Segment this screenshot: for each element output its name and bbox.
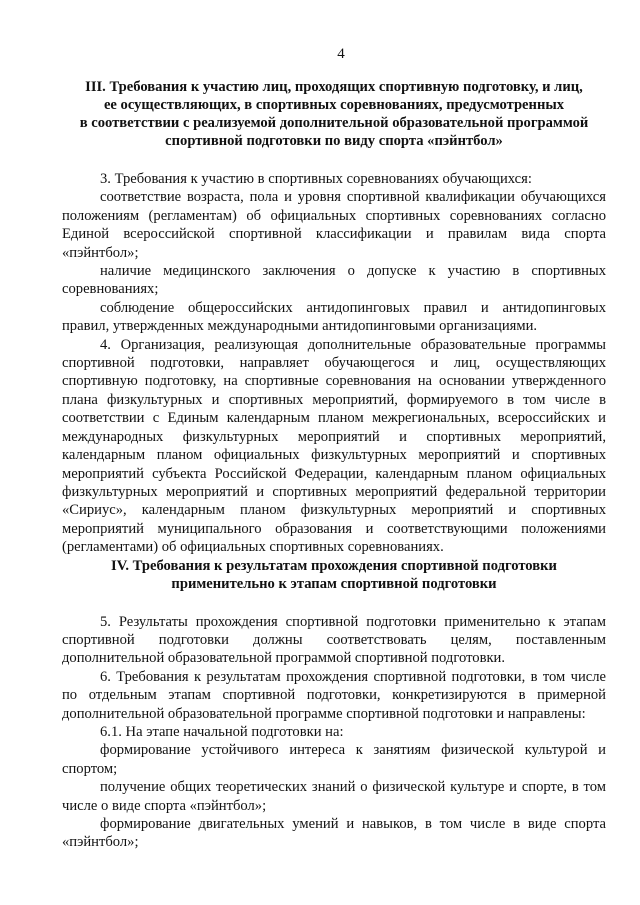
paragraph-6-1: 6.1. На этапе начальной подготовки на:: [100, 723, 344, 740]
paragraph-3-item-age: соответствие возраста, пола и уровня спортивной квалификации обучающихся положениям (регламентам) об официальных спортивных соревнованиях согласно Единой всероссийской спортивной классификации и правилам вида спорта «пэйнтбол»;: [62, 189, 606, 261]
spacer: [62, 593, 606, 613]
section-3-title: [62, 78, 606, 150]
spacer: [62, 150, 606, 170]
paragraph-6: 6. Требования к результатам прохождения спортивной подготовки, в том числе по отдельным этапам спортивной подготовки, конкретизируются в примерной дополнительной образовательной программе спортивной подготовки и направлены:: [62, 668, 606, 722]
section-4-body: [62, 613, 606, 852]
paragraph-3: 3. Требования к участию в спортивных соревнованиях обучающихся:: [100, 171, 532, 187]
section-3-title-line: в соответствии с реализуемой дополнительной образовательной программой: [79, 115, 589, 131]
section-4-title: [62, 557, 606, 593]
paragraph-5: 5. Результаты прохождения спортивной подготовки применительно к этапам спортивной подготовки должны соответствовать целям, поставленным дополнительной образовательной программой спортивной подготовки.: [62, 613, 606, 667]
page-number: 4: [337, 46, 345, 62]
paragraph-4: 4. Организация, реализующая дополнительные образовательные программы спортивной подготовки, направляет обучающегося и лиц, осуществляющих спортивную подготовку, на спортивные соревнования на основании утвержденного плана физкультурных и спортивных мероприятий, формируемого в том числе в соответствии с Единым календарным планом межрегиональных, всероссийских и международных физкультурных мероприятий и спортивных мероприятий, календарным планом официальных физкультурных мероприятий и спортивных мероприятий субъекта Российской Федерации, календарным планом официальных физкультурных мероприятий и спортивных мероприятий федеральной территории «Сириус», календарным планом физкультурных мероприятий и спортивных мероприятий муниципального образования и соответствующими положениями (регламентами) об официальных спортивных соревнованиях.: [62, 336, 606, 556]
section-3-title-line: ее осуществляющих, в спортивных соревнованиях, предусмотренных: [103, 97, 565, 113]
paragraph-6-1-item-knowledge: получение общих теоретических знаний о физической культуре и спорте, в том числе о виде спорта «пэйнтбол»;: [62, 779, 606, 814]
section-3-title-line: спортивной подготовки по виду спорта «пэйнтбол»: [165, 133, 503, 149]
section-4-title-line: IV. Требования к результатам прохождения спортивной подготовки: [111, 557, 557, 574]
section-4-title-line: применительно к этапам спортивной подготовки: [171, 575, 497, 592]
paragraph-6-1-item-skills: формирование двигательных умений и навыков, в том числе в виде спорта «пэйнтбол»;: [62, 816, 606, 851]
paragraph-6-1-item-interest: формирование устойчивого интереса к занятиям физической культурой и спортом;: [62, 742, 606, 777]
section-3-body: [62, 170, 606, 557]
paragraph-3-item-medical: наличие медицинского заключения о допуске к участию в спортивных соревнованиях;: [62, 263, 606, 298]
section-3-title-line: III. Требования к участию лиц, проходящих спортивную подготовку, и лиц,: [85, 79, 583, 95]
paragraph-3-item-antidoping: соблюдение общероссийских антидопинговых правил и антидопинговых правил, утвержденных международными антидопинговыми организациями.: [62, 299, 606, 335]
